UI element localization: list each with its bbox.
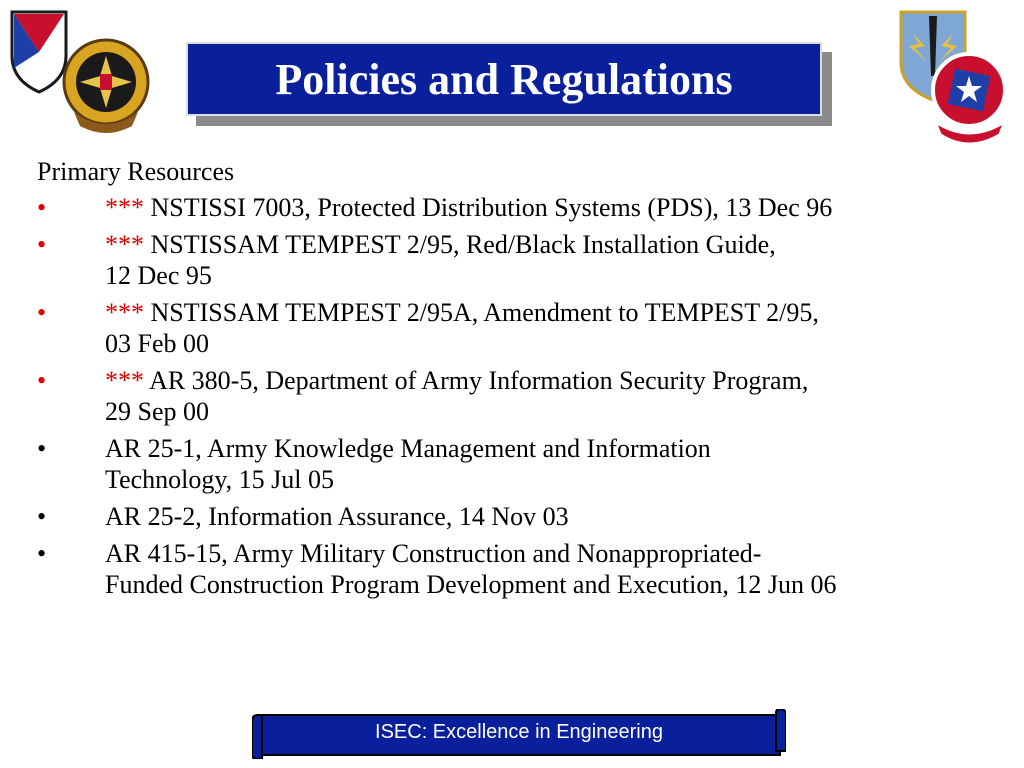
bullet-dot-icon: • xyxy=(37,366,47,395)
priority-stars: *** xyxy=(105,193,144,222)
item-text-line2: 29 Sep 00 xyxy=(105,397,209,426)
section-heading: Primary Resources xyxy=(37,157,235,186)
item-text-line2: 03 Feb 00 xyxy=(105,329,209,358)
resource-list xyxy=(37,192,1007,600)
bullet-dot-icon: • xyxy=(37,193,47,222)
item-text: NSTISSAM TEMPEST 2/95, Red/Black Installation Guide, xyxy=(144,230,776,259)
item-text: AR 25-1, Army Knowledge Management and Information xyxy=(105,434,711,463)
bullet-dot-icon: • xyxy=(37,298,47,327)
priority-stars: *** xyxy=(105,366,144,395)
item-text-line2: Funded Construction Program Development and Execution, 12 Jun 06 xyxy=(105,570,837,599)
item-text-line2: Technology, 15 Jul 05 xyxy=(105,465,335,494)
signal-corps-crest-icon xyxy=(60,36,152,138)
page-title: Policies and Regulations xyxy=(275,54,733,104)
list-item xyxy=(37,192,1007,223)
information-for-decision-crest-icon xyxy=(895,6,1020,146)
list-item xyxy=(37,297,1007,359)
list-item xyxy=(37,365,1007,427)
item-text: NSTISSAM TEMPEST 2/95A, Amendment to TEMPEST 2/95, xyxy=(144,298,819,327)
bullet-dot-icon: • xyxy=(37,230,47,259)
bullet-dot-icon: • xyxy=(37,502,47,531)
item-text-line2: 12 Dec 95 xyxy=(105,261,212,290)
bullet-dot-icon: • xyxy=(37,539,47,568)
item-text: AR 25-2, Information Assurance, 14 Nov 03 xyxy=(105,502,569,531)
item-text: AR 415-15, Army Military Construction and Nonappropriated- xyxy=(105,539,762,568)
list-item xyxy=(37,433,1007,495)
content-area xyxy=(37,156,1007,606)
title-banner xyxy=(186,42,822,116)
bullet-dot-icon: • xyxy=(37,434,47,463)
priority-stars: *** xyxy=(105,230,144,259)
item-text: AR 380-5, Department of Army Information Security Program, xyxy=(144,366,809,395)
list-item xyxy=(37,538,1007,600)
list-item xyxy=(37,229,1007,291)
priority-stars: *** xyxy=(105,298,144,327)
footer-tagline: ISEC: Excellence in Engineering xyxy=(375,721,663,743)
footer-banner xyxy=(252,709,786,759)
item-text: NSTISSI 7003, Protected Distribution Systems (PDS), 13 Dec 96 xyxy=(144,193,833,222)
list-item xyxy=(37,501,1007,532)
